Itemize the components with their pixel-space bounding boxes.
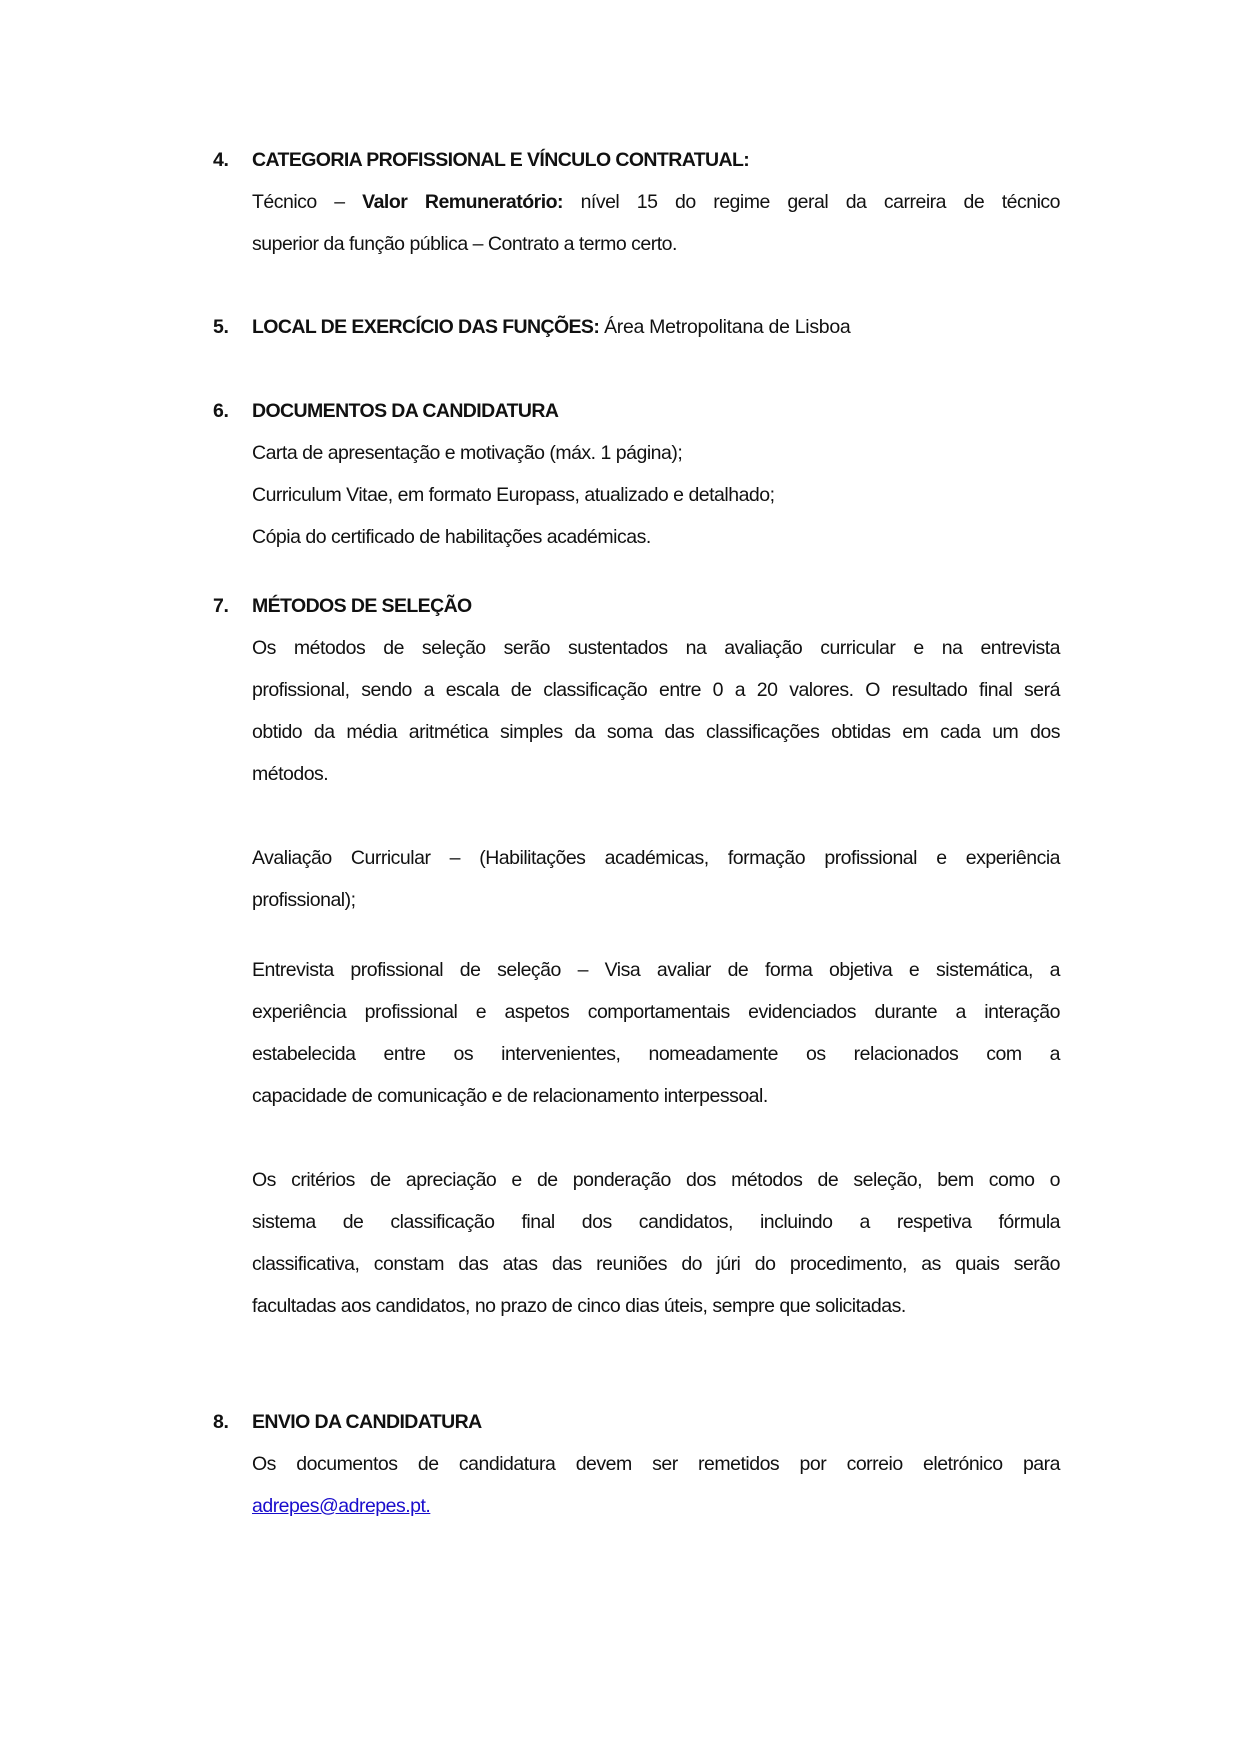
paragraph-line: superior da função pública – Contrato a termo certo.	[252, 233, 677, 255]
section-heading: CATEGORIA PROFISSIONAL E VÍNCULO CONTRATUAL:	[252, 149, 750, 171]
bold-label: Valor Remuneratório:	[362, 191, 564, 213]
paragraph-line: obtido da média aritmética simples da soma das classificações obtidas em cada um dos	[252, 721, 1060, 743]
paragraph-line: Avaliação Curricular – (Habilitações académicas, formação profissional e experiência	[252, 847, 1060, 869]
paragraph-line: facultadas aos candidatos, no prazo de cinco dias úteis, sempre que solicitadas.	[252, 1295, 906, 1317]
paragraph-line: Os critérios de apreciação e de ponderação dos métodos de seleção, bem como o	[252, 1169, 1060, 1191]
list-item: Cópia do certificado de habilitações académicas.	[252, 526, 651, 548]
section-number: 8.	[213, 1411, 229, 1433]
text-run: Técnico –	[252, 191, 345, 213]
paragraph-line: sistema de classificação final dos candidatos, incluindo a respetiva fórmula	[252, 1211, 1060, 1233]
paragraph-line: Os documentos de candidatura devem ser remetidos por correio eletrónico para	[252, 1453, 1060, 1475]
paragraph-line: classificativa, constam das atas das reuniões do júri do procedimento, as quais serão	[252, 1253, 1060, 1275]
section-number: 4.	[213, 149, 229, 171]
heading-text: LOCAL DE EXERCÍCIO DAS FUNÇÕES:	[252, 316, 600, 338]
paragraph-line: Os métodos de seleção serão sustentados na avaliação curricular e na entrevista	[252, 637, 1060, 659]
section-heading: DOCUMENTOS DA CANDIDATURA	[252, 400, 559, 422]
section-heading: ENVIO DA CANDIDATURA	[252, 1411, 482, 1433]
section-number: 7.	[213, 595, 229, 617]
paragraph-line: métodos.	[252, 763, 329, 785]
paragraph-line: profissional, sendo a escala de classificação entre 0 a 20 valores. O resultado final será	[252, 679, 1060, 701]
paragraph-line: capacidade de comunicação e de relacionamento interpessoal.	[252, 1085, 768, 1107]
paragraph-line: estabelecida entre os intervenientes, nomeadamente os relacionados com a	[252, 1043, 1060, 1065]
paragraph-line	[252, 191, 1060, 214]
paragraph-line: Entrevista profissional de seleção – Visa avaliar de forma objetiva e sistemática, a	[252, 959, 1060, 981]
section-heading	[252, 316, 850, 339]
heading-value: Área Metropolitana de Lisboa	[604, 316, 851, 338]
list-item: Carta de apresentação e motivação (máx. 1 página);	[252, 442, 683, 464]
section-number: 5.	[213, 316, 229, 338]
email-link[interactable]: adrepes@adrepes.pt.	[252, 1495, 431, 1517]
text-run: nível 15 do regime geral da carreira de técnico	[580, 191, 1060, 213]
section-heading: MÉTODOS DE SELEÇÃO	[252, 595, 472, 617]
section-number: 6.	[213, 400, 229, 422]
email-line	[252, 1495, 1060, 1518]
list-item: Curriculum Vitae, em formato Europass, atualizado e detalhado;	[252, 484, 775, 506]
paragraph-line: profissional);	[252, 889, 356, 911]
paragraph-line: experiência profissional e aspetos comportamentais evidenciados durante a interação	[252, 1001, 1060, 1023]
